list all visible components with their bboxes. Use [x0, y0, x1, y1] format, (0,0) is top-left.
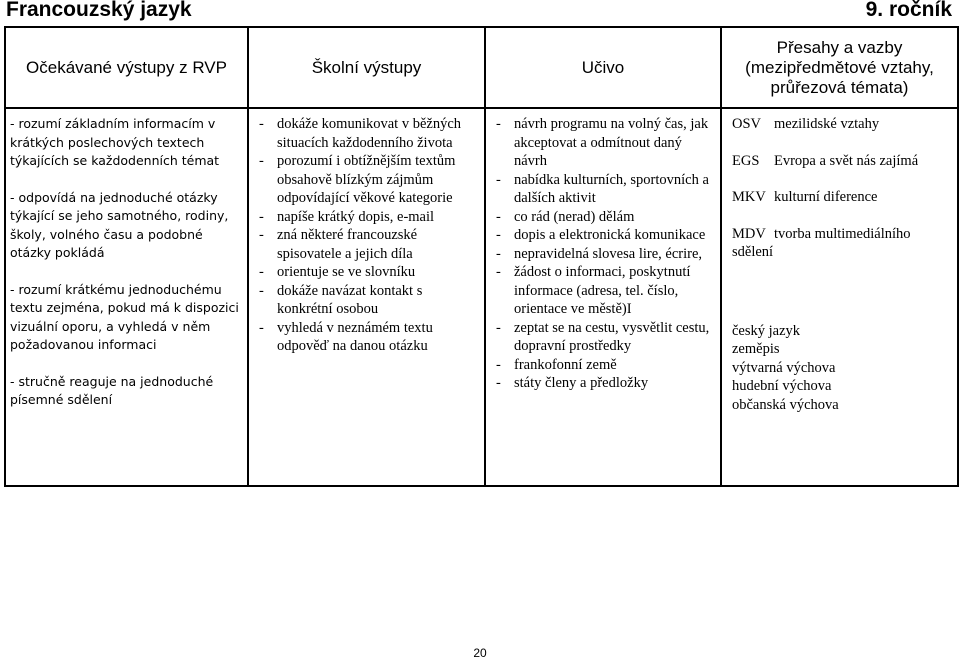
table-header-row [5, 27, 958, 108]
subject-item: výtvarná výchova [732, 359, 836, 376]
curriculum-item: - státy členy a předložky [490, 374, 716, 393]
header-cross-curricular [721, 27, 958, 108]
rvp-output-item: - rozumí krátkému jednoduchému textu zejména, pokud má k dispozici vizuální oporu, a vyhledá v něm požadovanou informaci [10, 281, 239, 352]
curriculum-cell [485, 108, 721, 486]
curriculum-item: - co rád (nerad) dělám [490, 208, 716, 227]
subject-item: občanská výchova [732, 396, 839, 413]
header-curriculum: Učivo [485, 27, 721, 108]
school-output-item: - porozumí i obtížnějším textům obsahově blízkým zájmům odpovídající věkové kategorie [253, 152, 480, 208]
header-cross-curricular-text: Přesahy a vazby (mezipředmětové vztahy, průřezová témata) [745, 37, 934, 97]
theme-text: Evropa a svět nás zajímá [774, 152, 919, 169]
theme-abbr: EGS [732, 152, 760, 169]
theme-continuation: sdělení [732, 244, 774, 260]
subject-item: zeměpis [732, 341, 780, 357]
theme-text: kulturní diference [774, 189, 878, 205]
school-output-item: - orientuje se ve slovníku [253, 263, 480, 282]
theme-osv [732, 115, 953, 134]
curriculum-item: - nabídka kulturních, sportovních a dalších aktivit [490, 171, 716, 208]
table-row [5, 108, 958, 486]
rvp-outputs-cell [5, 108, 248, 486]
theme-egs [732, 152, 953, 171]
cross-curricular-cell [721, 108, 958, 486]
curriculum-list [490, 115, 716, 393]
school-output-item: - dokáže komunikovat v běžných situacích každodenního života [253, 115, 480, 152]
page-header [0, 0, 960, 26]
theme-abbr: OSV [732, 116, 762, 132]
theme-text: mezilidské vztahy [774, 116, 880, 132]
rvp-output-item: - stručně reaguje na jednoduché písemné sdělení [10, 373, 214, 407]
school-output-item: - dokáže navázat kontakt s konkrétní osobou [253, 282, 480, 319]
curriculum-item: - žádost o informaci, poskytnutí informace (adresa, tel. číslo, orientace ve městě)I [490, 263, 716, 319]
theme-text: tvorba multimediálního [774, 225, 911, 242]
theme-abbr: MKV [732, 189, 766, 205]
subject-item: český jazyk [732, 322, 801, 339]
curriculum-item: - zeptat se na cestu, vysvětlit cestu, dopravní prostředky [490, 319, 716, 356]
curriculum-item: - návrh programu na volný čas, jak akceptovat a odmítnout daný návrh [490, 115, 716, 171]
theme-abbr: MDV [732, 225, 766, 242]
theme-mkv [732, 188, 953, 207]
school-output-item: - napíše krátký dopis, e-mail [253, 208, 480, 227]
subject-item: hudební výchova [732, 378, 832, 394]
grade-title: 9. ročník [865, 0, 952, 21]
curriculum-item: - nepravidelná slovesa lire, écrire, [490, 245, 716, 264]
curriculum-table [4, 26, 959, 487]
school-output-item: - zná některé francouzské spisovatele a jejich díla [253, 226, 480, 263]
school-outputs-list [253, 115, 480, 356]
page-number: 20 [473, 646, 487, 660]
subject-title: Francouzský jazyk [6, 0, 192, 21]
curriculum-item: - dopis a elektronická komunikace [490, 226, 716, 245]
theme-mdv [732, 225, 953, 244]
rvp-output-item: - rozumí základním informacím v krátkých poslechových textech týkajících se každodenních témat [10, 116, 220, 168]
header-school-outputs: Školní výstupy [248, 27, 485, 108]
school-output-item: - vyhledá v neznámém textu odpověď na danou otázku [253, 319, 480, 356]
rvp-output-item: - odpovídá na jednoduché otázky týkající se jeho samotného, rodiny, školy, volného času a podobné otázky pokládá [10, 189, 229, 260]
curriculum-item: - frankofonní země [490, 356, 716, 375]
header-rvp-outputs: Očekávané výstupy z RVP [5, 27, 248, 108]
school-outputs-cell [248, 108, 485, 486]
